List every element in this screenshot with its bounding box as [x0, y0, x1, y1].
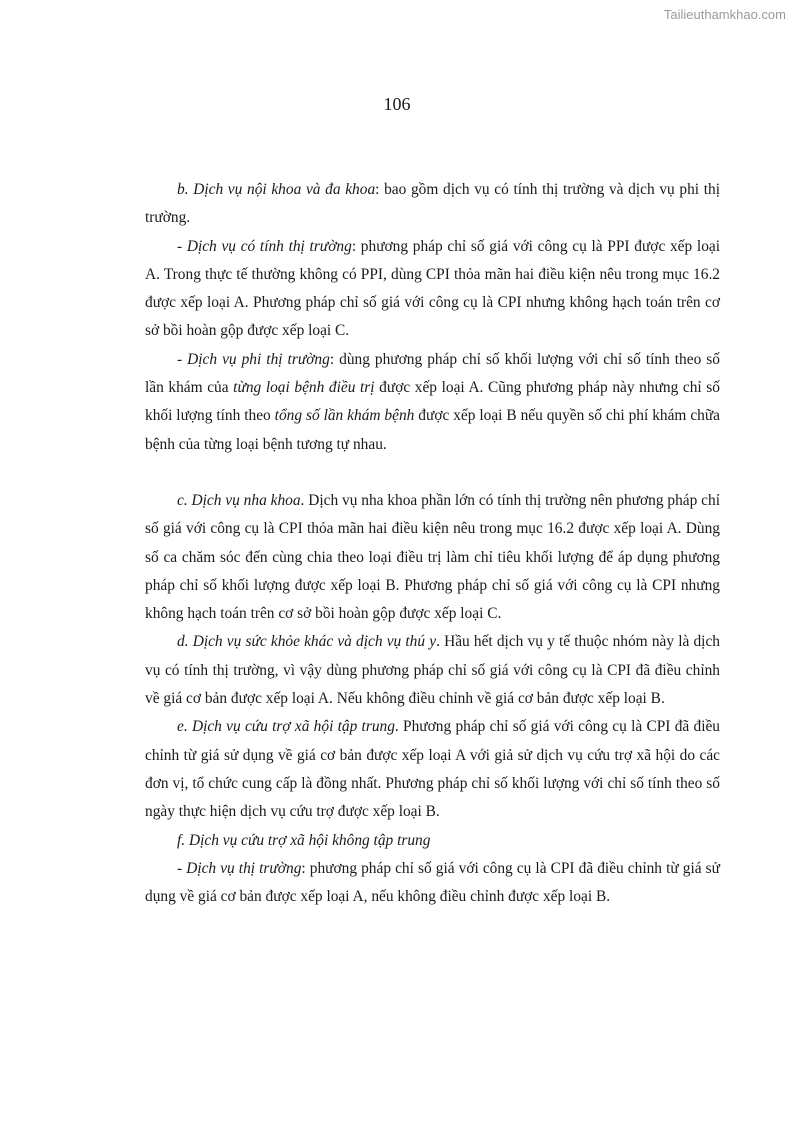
paragraph-d	[145, 628, 720, 713]
paragraph-e	[145, 713, 720, 826]
section-c-heading: c. Dịch vụ nha khoa	[177, 491, 301, 509]
document-body	[145, 176, 720, 911]
paragraph-b-nonmarket	[145, 346, 720, 459]
nonmarket-emphasis-1: từng loại bệnh điều trị	[233, 379, 375, 397]
f-market-service-text: : phương pháp chỉ số giá với công cụ là CPI đã điều chỉnh từ giá sử dụng về giá cơ bản được xếp loại A, nếu không điều chỉnh được xếp loại B.	[145, 859, 720, 906]
nonmarket-text-3: được xếp loại B nếu quyền số chi phí khám chữa bệnh của từng loại bệnh tương tự nhau.	[145, 407, 721, 453]
f-market-service-label: - Dịch vụ thị trường	[177, 859, 302, 877]
section-c-text: . Dịch vụ nha khoa phần lớn có tính thị trường nên phương pháp chỉ số giá với công cụ là CPI thỏa mãn hai điều kiện nêu trong mục 16.2 được xếp loại A. Dùng số ca chăm sóc đến cùng chia theo loại điều trị làm chỉ tiêu khối lượng để áp dụng phương pháp chỉ số khối lượng được xếp loại B. Phương pháp chỉ số giá với công cụ là CPI nhưng không hạch toán trên cơ sở bồi hoàn gộp được xếp loại C.	[145, 491, 720, 623]
section-f-heading: f. Dịch vụ cứu trợ xã hội không tập trung	[177, 831, 431, 849]
section-e-text: . Phương pháp chỉ số giá với công cụ là CPI đã điều chỉnh từ giá sử dụng về giá cơ bản được xếp loại A với giả sử dịch vụ cứu trợ xã hội do các đơn vị, tổ chức cung cấp là đồng nhất. Phương pháp chỉ số khối lượng với chỉ số tính theo số ngày thực hiện dịch vụ cứu trợ được xếp loại B.	[145, 718, 720, 821]
nonmarket-service-label: - Dịch vụ phi thị trường	[177, 350, 330, 368]
market-service-text: : phương pháp chỉ số giá với công cụ là PPI được xếp loại A. Trong thực tế thường không có PPI, dùng CPI thỏa mãn hai điều kiện nêu trong mục 16.2 được xếp loại A. Phương pháp chỉ số giá với công cụ là CPI nhưng không hạch toán trên cơ sở bồi hoàn gộp được xếp loại C.	[145, 237, 720, 340]
paragraph-b-market	[145, 233, 720, 346]
nonmarket-emphasis-2: tổng số lần khám bệnh	[274, 407, 415, 425]
watermark: Tailieuthamkhao.com	[663, 7, 786, 22]
section-b-text: : bao gồm dịch vụ có tính thị trường và dịch vụ phi thị trường.	[145, 181, 720, 227]
market-service-label: - Dịch vụ có tính thị trường	[177, 237, 352, 255]
section-d-heading: d. Dịch vụ sức khỏe khác và dịch vụ thú y	[177, 633, 437, 651]
paragraph-f-market	[145, 855, 720, 912]
section-d-text: . Hầu hết dịch vụ y tế thuộc nhóm này là dịch vụ có tính thị trường, vì vậy dùng phương pháp chỉ số giá với công cụ là CPI đã điều chỉnh về giá cơ bản được xếp loại A. Nếu không điều chỉnh về giá cơ bản được xếp loại B.	[145, 633, 720, 708]
section-b-heading: b. Dịch vụ nội khoa và đa khoa	[177, 181, 376, 198]
nonmarket-text-2: được xếp loại A. Cũng phương pháp này nhưng chỉ số khối lượng tính theo	[145, 379, 720, 425]
page-number: 106	[383, 94, 411, 114]
nonmarket-text-1: : dùng phương pháp chỉ số khối lượng với chỉ số tính theo số lần khám của	[145, 350, 720, 397]
paragraph-b	[145, 176, 720, 233]
paragraph-c	[145, 487, 720, 628]
section-e-heading: e. Dịch vụ cứu trợ xã hội tập trung	[177, 718, 395, 736]
paragraph-f	[145, 827, 720, 855]
